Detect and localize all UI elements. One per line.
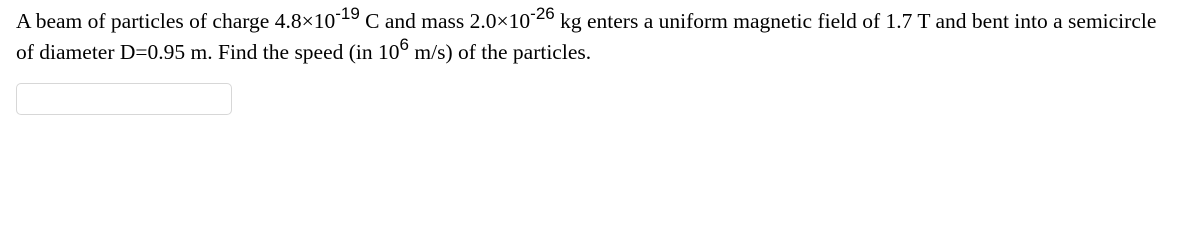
question-text-segment: m/s) of the particles. — [409, 40, 592, 64]
speed-unit-exponent: 6 — [399, 35, 409, 54]
answer-input[interactable] — [16, 83, 232, 115]
question-text-segment: A beam of particles of charge 4.8×10 — [16, 9, 336, 33]
question-text-segment: C and mass 2.0×10 — [359, 9, 531, 33]
question-line-1 — [16, 6, 1192, 37]
charge-exponent: -19 — [335, 4, 360, 23]
question-text-segment: kg enters a uniform magnetic field of 1.7 T and bent into a semicircle — [554, 9, 1157, 33]
mass-exponent: -26 — [530, 4, 555, 23]
question-line-2 — [16, 37, 1192, 68]
question-text-segment: of diameter D=0.95 m. Find the speed (in 10 — [16, 40, 400, 64]
question-text — [16, 6, 1192, 68]
